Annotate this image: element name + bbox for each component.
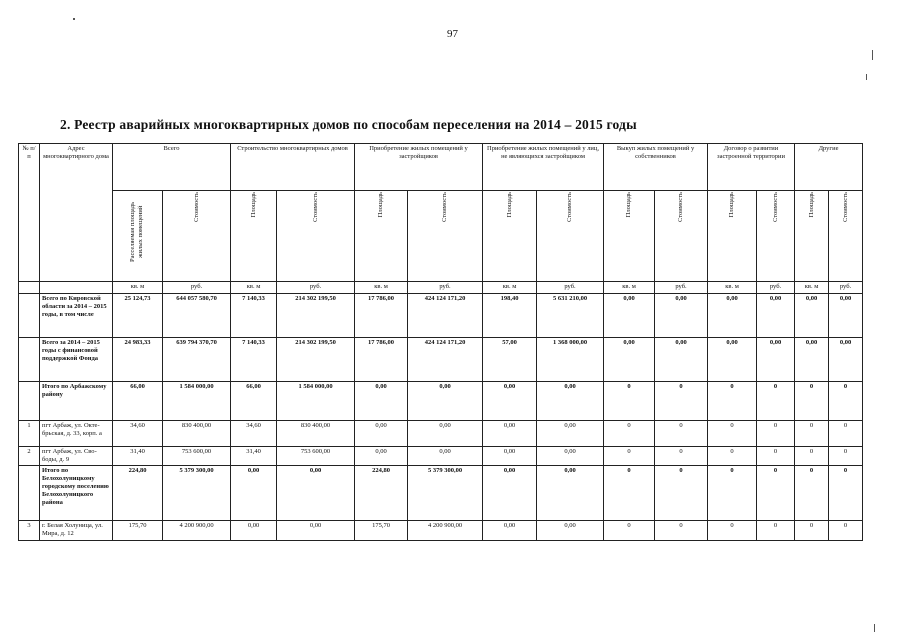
cell-value: 0 — [655, 447, 708, 466]
subheader-cost: Стоимость — [537, 191, 604, 282]
unit-rub: руб. — [829, 282, 863, 294]
cell-value: 5 379 300,00 — [408, 466, 483, 521]
table-row-region-total — [19, 294, 863, 338]
cell-value: 0,00 — [757, 294, 795, 338]
header-group-other: Другие — [795, 144, 863, 191]
unit-area: кв. м — [113, 282, 163, 294]
cell-value: 0 — [757, 421, 795, 447]
scan-speck — [872, 50, 873, 60]
unit-area: кв. м — [795, 282, 829, 294]
page-number: 97 — [447, 28, 458, 40]
row-address: Итого по Арбажскому району — [40, 382, 113, 421]
subheader-cost: Стоимость — [408, 191, 483, 282]
cell-value: 0 — [604, 466, 655, 521]
cell-value: 0 — [655, 521, 708, 541]
cell-value: 0 — [708, 421, 757, 447]
row-address: Всего за 2014 – 2015 годы с финансовой поддержкой Фонда — [40, 338, 113, 382]
cell-value: 0 — [829, 466, 863, 521]
cell-value: 0 — [795, 421, 829, 447]
cell-value: 175,70 — [113, 521, 163, 541]
table-row-settlement-total — [19, 466, 863, 521]
registry-table — [18, 143, 863, 541]
cell-value: 0,00 — [604, 294, 655, 338]
row-address: г. Белая Холуница, ул. Мира, д. 12 — [40, 521, 113, 541]
subheader-area: Площадь — [355, 191, 408, 282]
cell-value: 0 — [655, 382, 708, 421]
cell-value: 0 — [795, 466, 829, 521]
cell-value: 224,80 — [113, 466, 163, 521]
cell-value: 0 — [604, 382, 655, 421]
header-group-purchase-developers: Приобретение жилых помещений у застройщиков — [355, 144, 483, 191]
cell-value: 57,00 — [483, 338, 537, 382]
subheader-area: Площадь — [604, 191, 655, 282]
cell-value: 34,60 — [113, 421, 163, 447]
cell-value: 753 600,00 — [277, 447, 355, 466]
cell-value: 0,00 — [537, 382, 604, 421]
cell-value: 0 — [829, 421, 863, 447]
row-num: 1 — [19, 421, 40, 447]
cell-value: 24 983,33 — [113, 338, 163, 382]
cell-value: 0,00 — [757, 338, 795, 382]
subheader-area: Площадь — [231, 191, 277, 282]
cell-value: 0,00 — [408, 447, 483, 466]
table-row — [19, 421, 863, 447]
cell-value: 7 140,33 — [231, 294, 277, 338]
cell-value: 5 379 300,00 — [163, 466, 231, 521]
cell-value: 424 124 171,20 — [408, 294, 483, 338]
cell-value: 175,70 — [355, 521, 408, 541]
row-num — [19, 382, 40, 421]
cell-value: 0 — [829, 382, 863, 421]
header-row-subcolumns — [19, 191, 863, 282]
unit-rub: руб. — [757, 282, 795, 294]
subheader-cost: Стоимость — [757, 191, 795, 282]
cell-value: 0,00 — [483, 521, 537, 541]
cell-value: 0,00 — [483, 382, 537, 421]
row-num: 2 — [19, 447, 40, 466]
cell-value: 753 600,00 — [163, 447, 231, 466]
header-group-purchase-non-developers: Приобретение жилых помещений у лиц, не являющихся застройщиком — [483, 144, 604, 191]
subheader-area: Площадь — [708, 191, 757, 282]
cell-value: 830 400,00 — [277, 421, 355, 447]
cell-value: 0 — [829, 447, 863, 466]
row-address: пгт Арбаж, ул. Свободы, д. 9 — [40, 447, 113, 466]
scan-speck — [874, 624, 875, 632]
header-group-construction: Строительство многоквартирных домов — [231, 144, 355, 191]
header-group-development-agreement: Договор о развитии застроенной территории — [708, 144, 795, 191]
cell-value: 0 — [757, 521, 795, 541]
cell-value: 0,00 — [231, 521, 277, 541]
cell-value: 0,00 — [408, 421, 483, 447]
cell-value: 0 — [757, 382, 795, 421]
header-address: Адрес многоквартирного дома — [40, 144, 113, 282]
cell-value: 4 200 900,00 — [408, 521, 483, 541]
scan-speck — [73, 18, 75, 20]
table-row-district-total — [19, 382, 863, 421]
cell-value: 830 400,00 — [163, 421, 231, 447]
cell-value: 0 — [708, 382, 757, 421]
cell-value: 424 124 171,20 — [408, 338, 483, 382]
table-row — [19, 521, 863, 541]
cell-value: 0,00 — [537, 447, 604, 466]
cell-value: 0 — [604, 521, 655, 541]
cell-value: 0 — [829, 521, 863, 541]
cell-value: 0,00 — [795, 338, 829, 382]
cell-value: 0 — [655, 466, 708, 521]
unit-rub: руб. — [655, 282, 708, 294]
cell-value: 639 794 370,70 — [163, 338, 231, 382]
cell-value: 17 786,00 — [355, 294, 408, 338]
row-num — [19, 466, 40, 521]
cell-value: 0 — [655, 421, 708, 447]
cell-value: 0 — [604, 421, 655, 447]
header-num: № п/п — [19, 144, 40, 282]
cell-value: 1 584 000,00 — [163, 382, 231, 421]
cell-value: 0 — [708, 466, 757, 521]
cell-value: 644 057 580,70 — [163, 294, 231, 338]
cell-value: 0,00 — [277, 466, 355, 521]
cell-value: 66,00 — [231, 382, 277, 421]
cell-value: 0 — [604, 447, 655, 466]
cell-value: 214 302 199,50 — [277, 294, 355, 338]
unit-area: кв. м — [708, 282, 757, 294]
header-row-groups — [19, 144, 863, 191]
cell-value: 0 — [795, 521, 829, 541]
unit-rub: руб. — [163, 282, 231, 294]
header-row-units — [19, 282, 863, 294]
cell-value: 0,00 — [537, 421, 604, 447]
cell-value: 0 — [757, 466, 795, 521]
row-num — [19, 338, 40, 382]
cell-value: 1 368 000,00 — [537, 338, 604, 382]
row-address: Итого по Белохолуницкому городскому поселению Белохолуницкого района — [40, 466, 113, 521]
cell-value: 31,40 — [113, 447, 163, 466]
subheader-cost: Стоимость — [163, 191, 231, 282]
cell-value: 0,00 — [655, 338, 708, 382]
page-title: 2. Реестр аварийных многоквартирных домов по способам переселения на 2014 – 2015 годы — [60, 117, 637, 132]
row-num: 3 — [19, 521, 40, 541]
subheader-area: Площадь — [795, 191, 829, 282]
cell-value: 66,00 — [113, 382, 163, 421]
table-row-fund-total — [19, 338, 863, 382]
cell-value: 34,60 — [231, 421, 277, 447]
cell-value: 0,00 — [829, 294, 863, 338]
cell-value: 4 200 900,00 — [163, 521, 231, 541]
cell-value: 17 786,00 — [355, 338, 408, 382]
row-address: пгт Арбаж, ул. Октебрьская, д. 33, корп. а — [40, 421, 113, 447]
cell-value: 0 — [708, 447, 757, 466]
unit-empty — [19, 282, 40, 294]
header-group-buyout: Выкуп жилых помещений у собственников — [604, 144, 708, 191]
cell-value: 7 140,33 — [231, 338, 277, 382]
scan-speck — [866, 74, 867, 80]
cell-value: 214 302 199,50 — [277, 338, 355, 382]
cell-value: 0,00 — [408, 382, 483, 421]
unit-rub: руб. — [408, 282, 483, 294]
subheader-cost: Стоимость — [655, 191, 708, 282]
cell-value: 0,00 — [355, 447, 408, 466]
header-group-total: Всего — [113, 144, 231, 191]
cell-value: 0,00 — [483, 466, 537, 521]
unit-area: кв. м — [604, 282, 655, 294]
cell-value: 0,00 — [483, 447, 537, 466]
cell-value: 198,40 — [483, 294, 537, 338]
table-row — [19, 447, 863, 466]
unit-area: кв. м — [231, 282, 277, 294]
unit-area: кв. м — [483, 282, 537, 294]
subheader-area: Площадь — [483, 191, 537, 282]
cell-value: 0,00 — [277, 521, 355, 541]
subheader-cost: Стоимость — [277, 191, 355, 282]
cell-value: 0,00 — [708, 338, 757, 382]
row-address: Всего по Кировской области за 2014 – 2015 годы, в том числе — [40, 294, 113, 338]
cell-value: 0,00 — [483, 421, 537, 447]
cell-value: 0 — [757, 447, 795, 466]
cell-value: 0,00 — [537, 521, 604, 541]
cell-value: 0 — [795, 382, 829, 421]
unit-rub: руб. — [537, 282, 604, 294]
cell-value: 0,00 — [829, 338, 863, 382]
cell-value: 224,80 — [355, 466, 408, 521]
cell-value: 0,00 — [795, 294, 829, 338]
cell-value: 31,40 — [231, 447, 277, 466]
cell-value: 5 631 210,00 — [537, 294, 604, 338]
cell-value: 0,00 — [708, 294, 757, 338]
unit-empty — [40, 282, 113, 294]
cell-value: 0 — [795, 447, 829, 466]
cell-value: 0,00 — [655, 294, 708, 338]
row-num — [19, 294, 40, 338]
cell-value: 0,00 — [231, 466, 277, 521]
unit-rub: руб. — [277, 282, 355, 294]
cell-value: 0 — [708, 521, 757, 541]
subheader-cost: Стоимость — [829, 191, 863, 282]
cell-value: 25 124,73 — [113, 294, 163, 338]
cell-value: 0,00 — [355, 421, 408, 447]
subheader-relocated-area: Расселяемая площадь жилых помещений — [113, 191, 163, 282]
cell-value: 1 584 000,00 — [277, 382, 355, 421]
cell-value: 0,00 — [604, 338, 655, 382]
unit-area: кв. м — [355, 282, 408, 294]
cell-value: 0,00 — [355, 382, 408, 421]
cell-value: 0,00 — [537, 466, 604, 521]
